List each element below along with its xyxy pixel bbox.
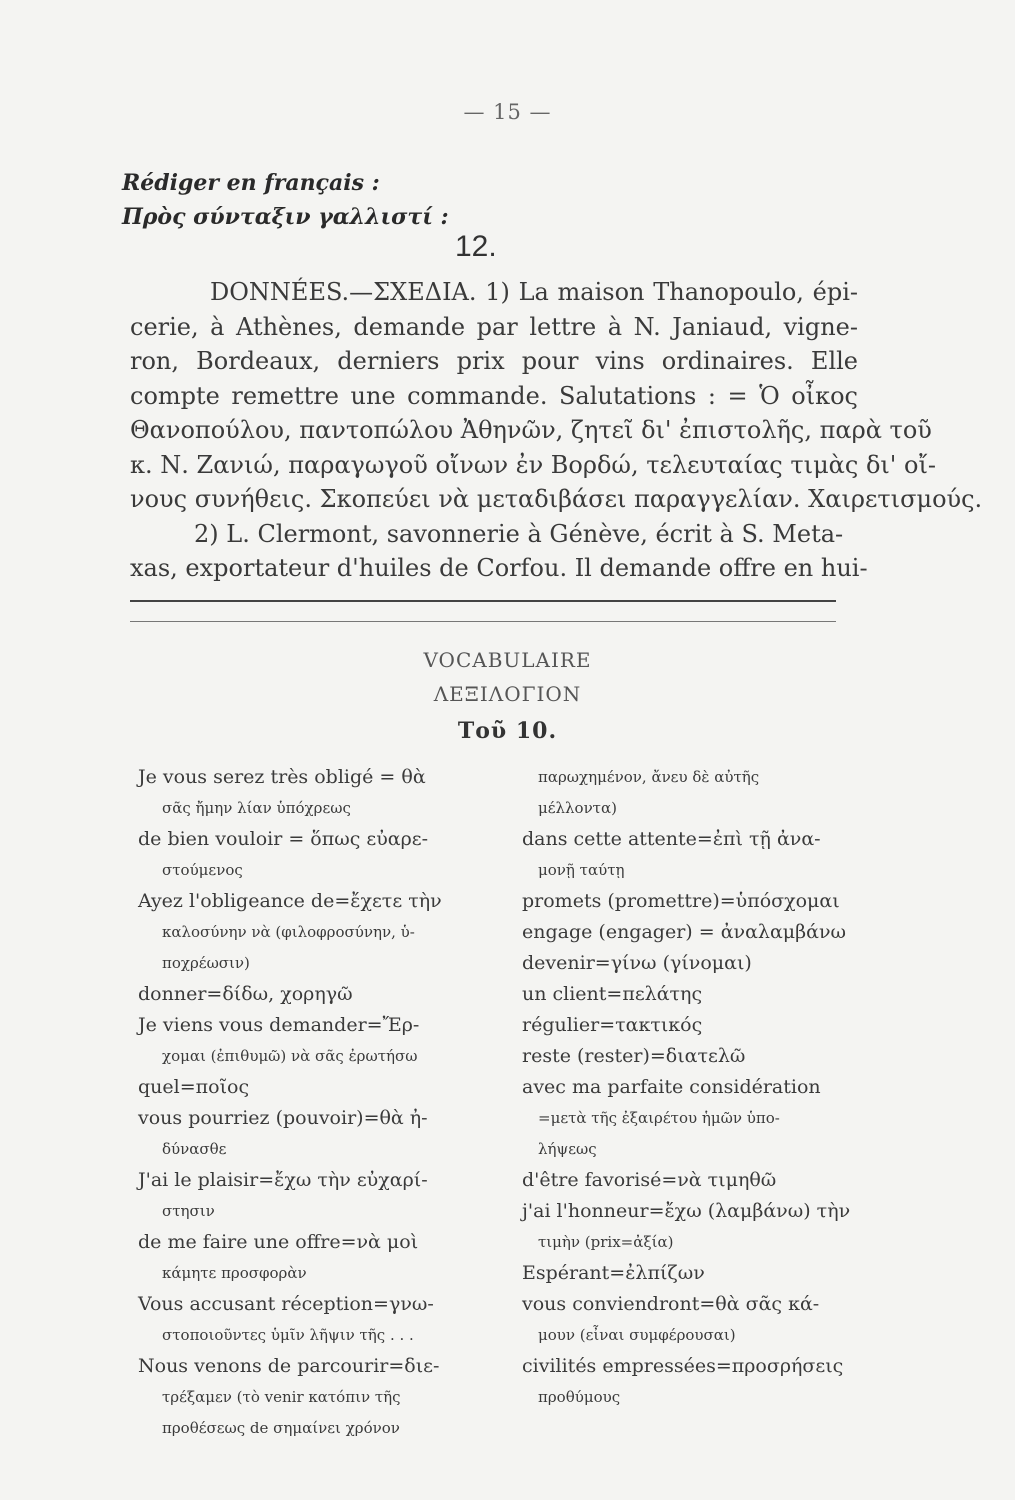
exercise-line: 2) L. Clermont, savonnerie à Génève, écrit à S. Meta- — [194, 519, 844, 548]
vocab-entry: στούμενος — [162, 861, 243, 879]
vocab-entry: Espérant=ἐλπίζων — [522, 1262, 705, 1284]
vocab-entry: παρωχημένον, ἄνευ δὲ αὐτῆς — [538, 768, 760, 786]
vocab-entry: avec ma parfaite considération — [522, 1076, 821, 1098]
vocab-entry: τρέξαμεν (τὸ venir κατόπιν τῆς — [162, 1388, 401, 1406]
divider-rule-thin — [130, 621, 836, 622]
vocab-entry: Vous accusant réception=γνω- — [138, 1293, 434, 1315]
vocab-entry: promets (promettre)=ὑπόσχομαι — [522, 890, 840, 912]
vocab-entry: δύνασθε — [162, 1140, 227, 1158]
vocab-entry: μέλλοντα) — [538, 799, 617, 817]
exercise-number: 12. — [455, 230, 497, 263]
exercise-line: compte remettre une commande. Salutations : = Ὁ οἶκος — [130, 381, 858, 410]
vocab-entry: civilités empressées=προσρήσεις — [522, 1355, 844, 1377]
vocab-entry: μουν (εἶναι συμφέρουσαι) — [538, 1326, 736, 1344]
exercise-line: DONNÉES.—ΣΧΕΔΙΑ. 1) La maison Thanopoulo, épi- — [210, 278, 858, 306]
vocabulary-left-column — [138, 762, 488, 1444]
vocab-entry: J'ai le plaisir=ἔχω τὴν εὐχαρί- — [138, 1169, 428, 1191]
vocab-entry: j'ai l'honneur=ἔχω (λαμβάνω) τὴν — [522, 1200, 851, 1222]
divider-rule — [130, 600, 836, 602]
heading-greek: Πρὸς σύνταξιν γαλλιστί : — [122, 204, 449, 230]
vocab-entry: προθέσεως de σημαίνει χρόνον — [162, 1419, 400, 1437]
vocab-entry: reste (rester)=διατελῶ — [522, 1045, 746, 1067]
vocab-entry: régulier=τακτικός — [522, 1014, 703, 1036]
vocab-entry: devenir=γίνω (γίνομαι) — [522, 952, 752, 974]
exercise-text — [130, 275, 983, 586]
vocab-entry: vous conviendront=θὰ σᾶς κά- — [522, 1293, 820, 1315]
vocab-entry: χομαι (ἐπιθυμῶ) νὰ σᾶς ἐρωτήσω — [162, 1047, 418, 1065]
vocab-entry: engage (engager) = ἀναλαμβάνω — [522, 921, 846, 943]
vocab-entry: λήψεως — [538, 1140, 597, 1158]
exercise-line: xas, exportateur d'huiles de Corfou. Il demande offre en hui- — [130, 554, 868, 582]
exercise-line: νους συνήθεις. Σκοπεύει νὰ μεταδιβάσει παραγγελίαν. Χαιρετισμούς. — [130, 485, 983, 513]
vocab-entry: quel=ποῖος — [138, 1076, 250, 1098]
vocab-entry: vous pourriez (pouvoir)=θὰ ἠ- — [138, 1107, 428, 1129]
vocab-entry: Ayez l'obligeance de=ἔχετε τὴν — [138, 890, 442, 912]
vocab-entry: donner=δίδω, χορηγῶ — [138, 983, 353, 1005]
vocab-entry: προθύμους — [538, 1388, 621, 1406]
heading-french: Rédiger en français : — [122, 170, 380, 196]
vocabulary-section: Τοῦ 10. — [457, 718, 558, 744]
vocab-entry: Nous venons de parcourir=διε- — [138, 1355, 440, 1377]
vocab-entry: un client=πελάτης — [522, 983, 703, 1005]
vocab-entry: στησιν — [162, 1202, 215, 1220]
exercise-line: κ. Ν. Ζανιώ, παραγωγοῦ οἴνων ἐν Βορδώ, τελευταίας τιμὰς δι' οἴ- — [130, 450, 936, 479]
vocab-entry: στοποιοῦντες ὑμῖν λῆψιν τῆς . . . — [162, 1326, 414, 1344]
vocabulary-title-greek: ΛΕΞΙΛΟΓΙΟΝ — [433, 682, 582, 706]
vocab-entry: κάμητε προσφορὰν — [162, 1264, 307, 1282]
vocabulary-right-column — [522, 762, 867, 1413]
exercise-line: Θανοπούλου, παντοπώλου Ἀθηνῶν, ζητεῖ δι' ἐπιστολῆς, παρὰ τοῦ — [130, 416, 932, 444]
vocab-entry: σᾶς ἤμην λίαν ὑπόχρεως — [162, 799, 351, 817]
vocabulary-title-french: VOCABULAIRE — [423, 648, 592, 672]
exercise-line: cerie, à Athènes, demande par lettre à N. Janiaud, vigne- — [130, 312, 858, 341]
vocab-entry: dans cette attente=ἐπὶ τῇ ἀνα- — [522, 828, 821, 850]
vocab-entry: ποχρέωσιν) — [162, 954, 250, 972]
vocab-entry: μονῇ ταύτῃ — [538, 861, 625, 879]
vocab-entry: Je vous serez très obligé = θὰ — [138, 766, 426, 788]
page-number: — 15 — — [463, 100, 552, 124]
vocab-entry: καλοσύνην νὰ (φιλοφροσύνην, ὑ- — [162, 923, 415, 941]
vocab-entry: Je viens vous demander=Ἔρ- — [138, 1014, 420, 1036]
vocab-entry: de me faire une offre=νὰ μοὶ — [138, 1231, 419, 1253]
vocab-entry: τιμὴν (prix=ἀξία) — [538, 1233, 674, 1251]
vocab-entry: =μετὰ τῆς ἐξαιρέτου ἡμῶν ὑπο- — [538, 1109, 780, 1127]
exercise-line: ron, Bordeaux, derniers prix pour vins ordinaires. Elle — [130, 347, 858, 375]
vocab-entry: de bien vouloir = ὅπως εὐαρε- — [138, 828, 429, 850]
vocab-entry: d'être favorisé=νὰ τιμηθῶ — [522, 1169, 777, 1191]
